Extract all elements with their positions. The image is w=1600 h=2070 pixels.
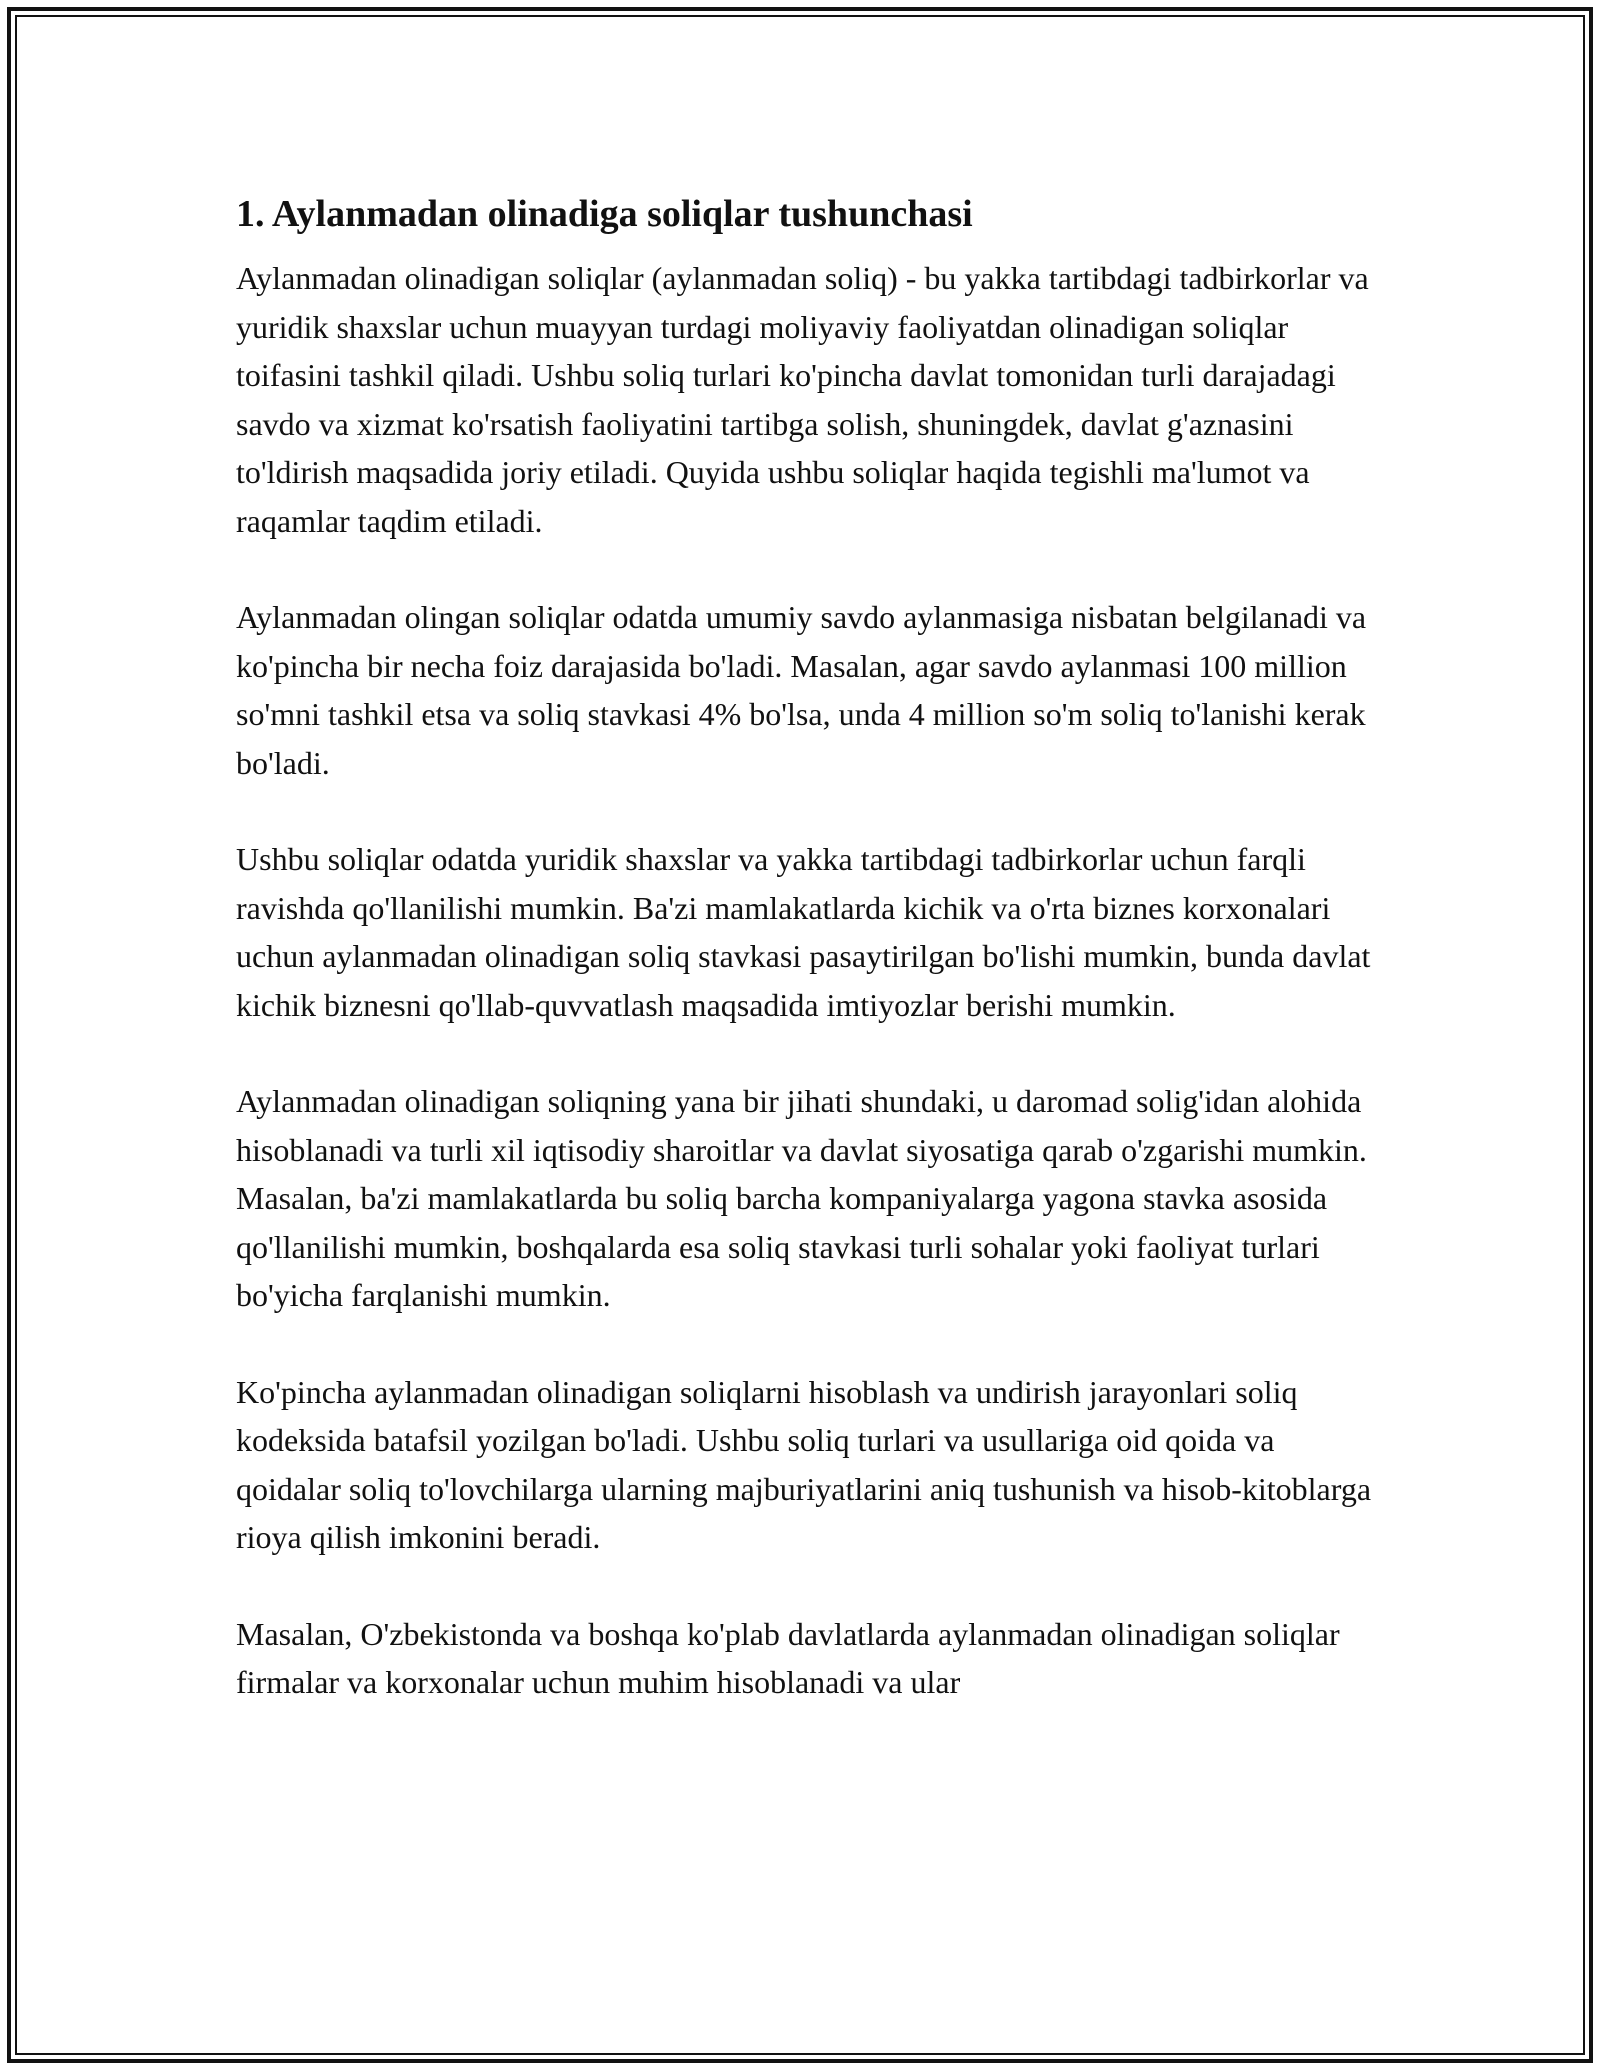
paragraph-1: Aylanmadan olinadigan soliqlar (aylanmadan soliq) - bu yakka tartibdagi tadbirkorlar va yuridik shaxslar uchun muayyan turdagi moliyaviy faoliyatdan olinadigan soliqlar toifasini tashkil qiladi. Ushbu soliq turlari ko'pincha davlat tomonidan turli darajadagi savdo va xizmat ko'rsatish faoliyatini tartibga solish, shuningdek, davlat g'aznasini to'ldirish maqsadida joriy etiladi. Quyida ushbu soliqlar haqida tegishli ma'lumot va raqamlar taqdim etiladi. [236, 260, 1369, 539]
document-body [236, 188, 1376, 1707]
paragraph-6: Masalan, O'zbekistonda va boshqa ko'plab davlatlarda aylanmadan olinadigan soliqlar firmalar va korxonalar uchun muhim hisoblanadi va ular [236, 1615, 1340, 1700]
paragraph-2: Aylanmadan olingan soliqlar odatda umumiy savdo aylanmasiga nisbatan belgilanadi va ko'pincha bir necha foiz darajasida bo'ladi. Masalan, agar savdo aylanmasi 100 million so'mni tashkil etsa va soliq stavkasi 4% bo'lsa, unda 4 million so'm soliq to'lanishi kerak bo'ladi. [236, 599, 1367, 781]
section-heading: 1. Aylanmadan olinadiga soliqlar tushunchasi [236, 193, 973, 235]
paragraph-5: Ko'pincha aylanmadan olinadigan soliqlarni hisoblash va undirish jarayonlari soliq kodeksida batafsil yozilgan bo'ladi. Ushbu soliq turlari va usullariga oid qoida va qoidalar soliq to'lovchilarga ularning majburiyatlarini aniq tushunish va hisob-kitoblarga rioya qilish imkonini beradi. [236, 1373, 1372, 1555]
paragraph-4: Aylanmadan olinadigan soliqning yana bir jihati shundaki, u daromad solig'idan alohida hisoblanadi va turli xil iqtisodiy sharoitlar va davlat siyosatiga qarab o'zgarishi mumkin. Masalan, ba'zi mamlakatlarda bu soliq barcha kompaniyalarga yagona stavka asosida qo'llanilishi mumkin, boshqalarda esa soliq stavkasi turli sohalar yoki faoliyat turlari bo'yicha farqlanishi mumkin. [236, 1083, 1367, 1313]
paragraph-3: Ushbu soliqlar odatda yuridik shaxslar va yakka tartibdagi tadbirkorlar uchun farqli ravishda qo'llanilishi mumkin. Ba'zi mamlakatlarda kichik va o'rta biznes korxonalari uchun aylanmadan olinadigan soliq stavkasi pasaytirilgan bo'lishi mumkin, bunda davlat kichik biznesni qo'llab-quvvatlash maqsadida imtiyozlar berishi mumkin. [236, 841, 1371, 1023]
